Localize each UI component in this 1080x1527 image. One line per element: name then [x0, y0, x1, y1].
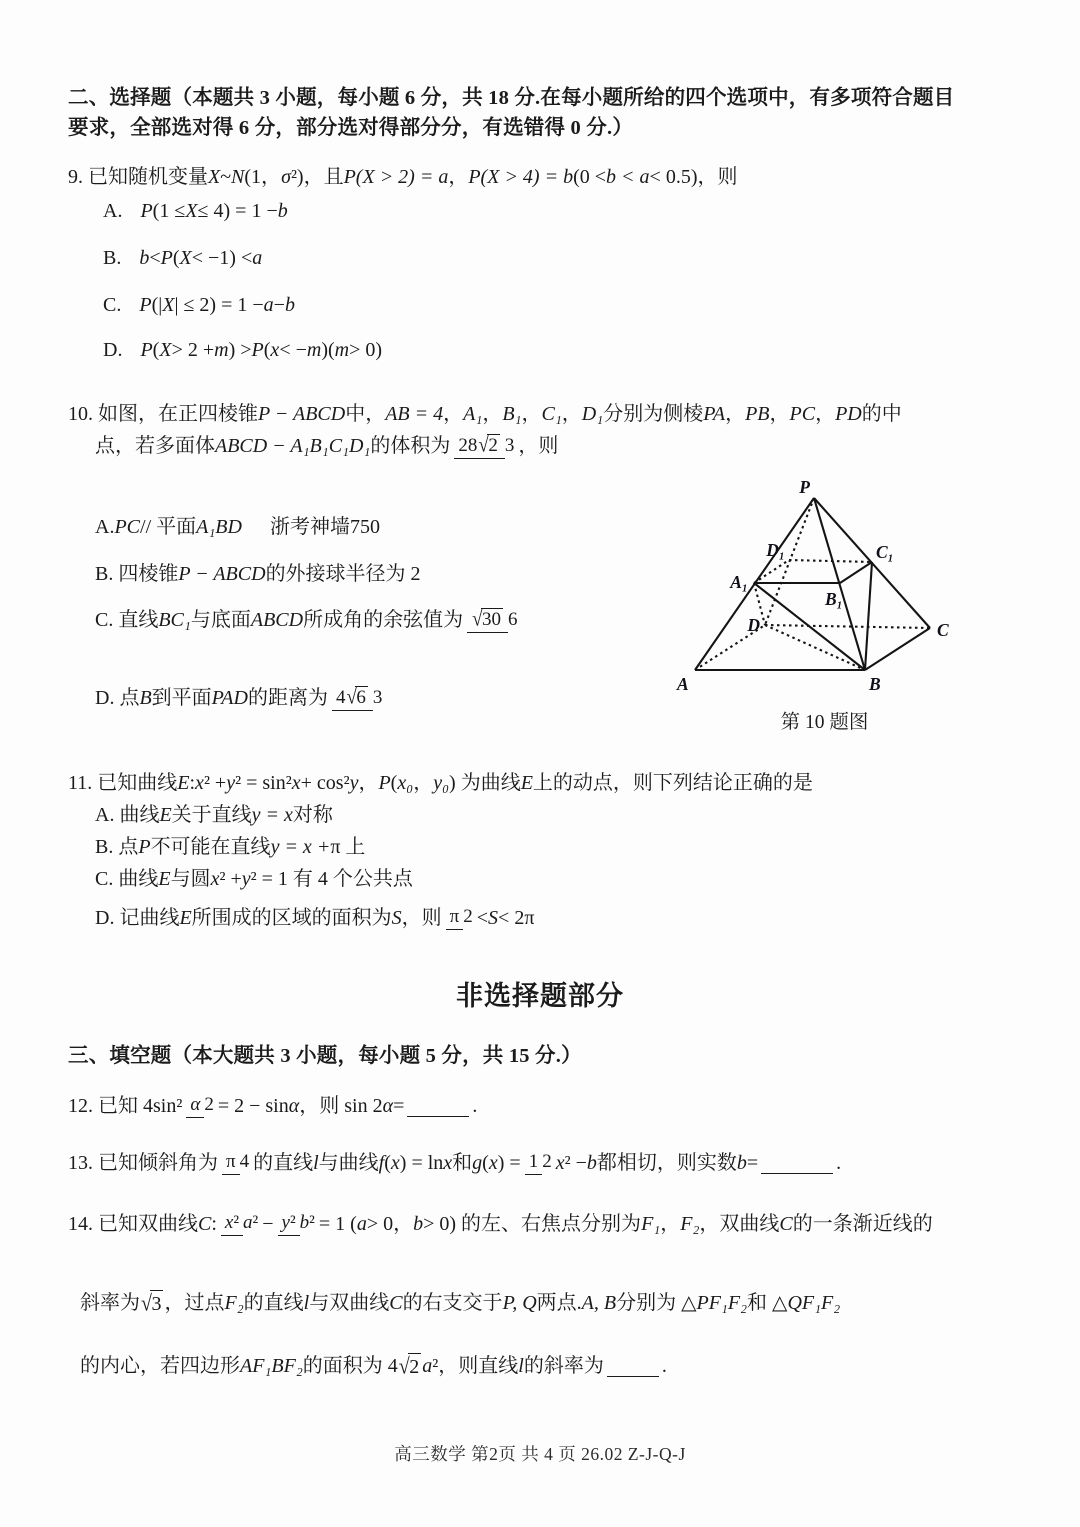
edge-BC [865, 628, 930, 670]
edge-A1D1-hidden [754, 560, 789, 583]
question-9-option-d: D. P ( X > 2 + m ) > P ( x < − m )( m > 0) [103, 339, 383, 361]
fill-in-header: 三、填空题（本大题共 3 小题，每小题 5 分，共 15 分.） [68, 1045, 582, 1067]
question-11-option-c: C. 曲线 E 与圆 x ² + y ² = 1 有 4 个公共点 [95, 868, 413, 890]
edge-PD-hidden [765, 498, 814, 625]
question-11-option-d: D. 记曲线 E 所围成的区域的面积为 S ，则 π 2 < S < 2π [95, 906, 535, 929]
vertex-label-B1: B₁ [825, 589, 843, 609]
figure-10-caption: 第 10 题图 [780, 712, 869, 733]
question-14-line1: 14. 已知双曲线 C : x² a² − y² b² = 1 ( a > 0， b > 0) 的左、右焦点分别为 F₁ ， F₂ ，双曲线 C 的一条渐近线的 [68, 1212, 933, 1235]
question-10-option-d: D. 点 B 到平面 PAD 的距离为 4√6 3 [95, 685, 383, 710]
edge-A1B [754, 583, 865, 670]
question-12: 12. 已知 4sin² α 2 = 2 − sin α ，则 sin 2 α = . [68, 1094, 478, 1117]
question-11-option-b: B. 点 P 不可能在直线 y = x + π 上 [95, 836, 366, 858]
question-10-stem-line2: 点，若多面体 ABCD − A₁B₁C₁D₁ 的体积为 28√2 3 ，则 [95, 433, 559, 458]
question-9-option-b: B. b < P ( X < −1) < a [103, 247, 263, 269]
question-9-option-a: A. P (1 ≤ X ≤ 4) = 1 − b [103, 200, 288, 222]
vertex-label-B: B [869, 674, 881, 694]
figure-10-pyramid [672, 478, 977, 696]
vertex-label-A1: A₁ [730, 572, 748, 592]
pyramid-diagram [672, 478, 977, 696]
vertex-label-D1: D₁ [766, 540, 785, 560]
question-9-stem: 9. 已知随机变量 X ~ N (1， σ ²)，且 P(X > 2) = a ， P(X > 4) = b (0 < b < a < 0.5)，则 [68, 166, 738, 188]
question-10-stem-line1: 10. 如图，在正四棱锥 P − ABCD 中， AB = 4 ， A₁ ， B₁ ， C₁ ， D₁ 分别为侧棱 PA ， PB ， PC ， PD 的中 [68, 403, 902, 425]
multi-choice-header-line1: 二、选择题（本题共 3 小题，每小题 6 分，共 18 分.在每小题所给的四个选项中，有多项符合题目 [68, 87, 955, 109]
edge-C1B [865, 562, 872, 670]
edge-DC-hidden [765, 625, 930, 628]
edge-B1C1 [840, 562, 872, 583]
vertex-label-C: C [937, 620, 949, 640]
vertex-label-P: P [799, 478, 810, 497]
question-14-line2: 斜率为 √3 ，过点 F₂ 的直线 l 与双曲线 C 的右支交于 P, Q 两点. A, B 分别为 △ PF₁F₂ 和 △ QF₁F₂ [80, 1291, 841, 1317]
edge-D1C1-hidden [789, 560, 872, 562]
question-11-option-a: A. 曲线 E 关于直线 y = x 对称 [95, 804, 333, 826]
question-9-option-c: C. P (| X | ≤ 2) = 1 − a − b [103, 294, 295, 316]
section-title-non-choice: 非选择题部分 [456, 981, 624, 1011]
question-13: 13. 已知倾斜角为 π 4 的直线 l 与曲线 f ( x ) = ln x 和 g ( x ) = 1 2 x ² − b 都相切，则实数 b = . [68, 1151, 842, 1174]
vertex-label-C1: C₁ [876, 542, 894, 562]
question-11-stem: 11. 已知曲线 E : x ² + y ² = sin² x + cos² y ， P ( x₀ ， y₀ ) 为曲线 E 上的动点，则下列结论正确的是 [68, 772, 813, 794]
question-10-option-a: A. PC // 平面 A₁BD 浙考神墙750 [95, 516, 380, 538]
question-10-option-c: C. 直线 BC₁ 与底面 ABCD 所成角的余弦值为 √30 6 [95, 607, 518, 632]
multi-choice-header-line2: 要求，全部选对得 6 分，部分选对得部分分，有选错得 0 分.） [68, 117, 634, 139]
vertex-label-A: A [677, 674, 689, 694]
footer-page-info: 高三数学 第2页 共 4 页 26.02 Z-J-Q-J [394, 1444, 686, 1464]
question-10-option-b: B. 四棱锥 P − ABCD 的外接球半径为 2 [95, 563, 421, 585]
vertex-label-D: D [747, 615, 760, 635]
question-14-line3: 的内心，若四边形 AF₁BF₂ 的面积为 4 √2 a ²，则直线 l 的斜率为 . [80, 1354, 667, 1380]
